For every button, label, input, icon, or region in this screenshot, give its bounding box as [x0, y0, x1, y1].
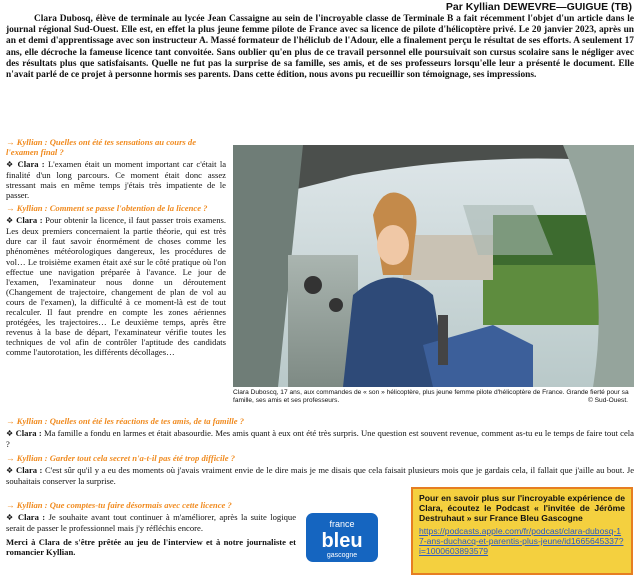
arrow-icon: →: [6, 500, 15, 510]
lower-interview: [6, 500, 296, 560]
question-4: → Kyllian : Garder tout cela secret n'a-t-il pas été trop difficile ?: [6, 453, 235, 463]
arrow-icon: →: [6, 203, 15, 214]
answer-2: ❖ Clara : Pour obtenir la licence, il faut passer trois examens. Les deux premiers concernaient la partie théorie, qui est très dure car il faut savoir énormément de choses comme les phénomènes météorologiques dangereux, les procédures de vol… Le troisième examen était axé sur le côté pratique où l'on effectue une navigation préparée à l'avance. Le jour de l'examen, l'examinateur nous donne un déroutement (Changement de trajectoire, changement de plan de vol au cours de l'examen), la difficulté à ce moment-là est de tout recalculer. Il faut prendre en compte les zones aériennes protégées, les trajectoires… Le deuxième temps, après être revenus à la base de départ, l'examinateur vérifie toutes les techniques de vol afin de contrôler l'aptitude des candidats comme l'autorotation, les différents décollages…: [6, 215, 226, 357]
logo-word-gascogne: gascogne: [326, 552, 358, 559]
question-5: → Kyllian : Que comptes-tu faire désormais avec cette licence ?: [6, 500, 232, 510]
diamond-bullet-icon: ❖: [6, 160, 15, 170]
france-bleu-logo: [304, 511, 380, 564]
infobox-text: Pour en savoir plus sur l'incroyable expérience de Clara, écoutez le Podcast « l'invitée de Jérôme Destruhaut » sur France Bleu Gascogne: [419, 493, 625, 523]
logo-word-france: france: [329, 519, 355, 529]
diamond-bullet-icon: ❖: [6, 466, 14, 475]
photo-credit: © Sud-Ouest.: [587, 397, 628, 404]
answer-3: ❖ Clara : Ma famille a fondu en larmes et était abasourdie. Mes amis quant à eux ont été très surpris. Une question est souvent revenue, comment as-tu eu le temps de faire tout cela ?: [6, 428, 635, 450]
intro-paragraph: Clara Dubosq, élève de terminale au lycée Jean Cassaigne au sein de l'incroyable classe de Terminale B a fait récemment l'objet d'un article dans le journal régional Sud-Ouest. Elle est, en effet la plus jeune femme pilote de France avec sa licence de pilote d'hélicoptère privé. Le 20 janvier 2023, après un an et demi d'apprentissage avec son instructeur A. Massé formateur de l'héliclub de l'Adour, elle a finalement perçu le résultat de ses efforts. A seulement 17 ans, elle décroche la fameuse licence tant convoitée. Sans oublier qu'en plus de ce travail personnel elle poursuivait son cursus scolaire sans le négliger avec des résultats plus que satisfaisants. Quelle ne fut pas la surprise de sa famille, ses amis, et de ses professeurs lorsqu'elle leur a présenté le document. Elle n'avait parlé de ce projet à personne hormis ses parents. Dans cette édition, nous avons pu recueillir son témoignage, ses impressions.: [6, 14, 634, 81]
answer-5: ❖ Clara : Je souhaite avant tout continuer à m'améliorer, après la suite logique serait de passer le professionnel mais j'y réfléchis encore.: [6, 512, 297, 534]
podcast-link[interactable]: https://podcasts.apple.com/fr/podcast/clara-dubosq-17-ans-duchacq-et-parentis-plus-jeune/id1665645337?i=1000603893579: [419, 526, 624, 556]
arrow-icon: →: [6, 453, 15, 463]
question-3: → Kyllian : Quelles ont été les réactions de tes amis, de ta famille ?: [6, 416, 244, 426]
helicopter-photo: [233, 145, 634, 387]
arrow-icon: →: [6, 416, 15, 426]
interview-column: [6, 137, 226, 360]
answer-1: ❖ Clara : L'examen était un moment important car c'était la finalité d'un long parcours. Ce moment était donc assez stressant mais en même temps j'étais très impatiente de le passer.: [6, 159, 227, 201]
logo-word-bleu: bleu: [321, 530, 363, 552]
byline: Par Kyllian DEWEVRE—GUIGUE (TB): [445, 1, 632, 13]
question-2: → Kyllian : Comment se passe l'obtention de la licence ?: [6, 203, 208, 214]
diamond-bullet-icon: ❖: [6, 513, 15, 523]
answer-4: ❖ Clara : C'est sûr qu'il y a eu des moments où j'avais vraiment envie de le dire mais je me disais que cela faisait plusieurs mois que je gardais cela, il fallait que j'aille au bout. Je souhaitais conserver la surprise.: [6, 465, 635, 487]
diamond-bullet-icon: ❖: [6, 216, 14, 226]
thanks-note: Merci à Clara de s'être prêtée au jeu de l'interview et à notre journaliste et romancier Kyllian.: [6, 537, 296, 558]
question-1: → Kyllian : Quelles ont été tes sensations au cours de l'examen final ?: [6, 137, 197, 158]
arrow-icon: →: [6, 137, 15, 147]
caption-text: Clara Duboscq, 17 ans, aux commandes de « son » hélicoptère, plus jeune femme pilote d'hélicoptère de France. Grande fierté pour sa famille, ses amis et ses professeurs.: [233, 389, 629, 404]
podcast-infobox: [411, 487, 633, 575]
photo-caption: [233, 389, 634, 405]
diamond-bullet-icon: ❖: [6, 429, 14, 438]
